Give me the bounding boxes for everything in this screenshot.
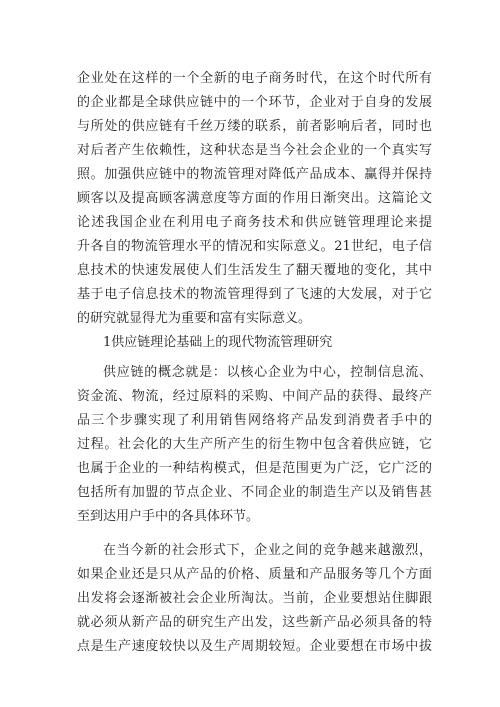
- text-line: 供应链的概念就是：以核心企业为中心，控制信息流、: [103, 365, 432, 380]
- text-line: 过程。社会化的大生产所产生的衍生物中包含着供应链，它: [77, 437, 432, 452]
- text-line: 也属于企业的一种结构模式，但是范围更为广泛，它广泛的: [77, 461, 432, 476]
- text-line: 的研究就显得尤为重要和富有实际意义。: [77, 311, 312, 326]
- text-line: 企业处在这样的一个全新的电子商务时代，在这个时代所有: [77, 71, 432, 86]
- text-line: 升各自的物流管理水平的情况和实际意义。21世纪，电子信: [77, 239, 432, 254]
- text-line: 出发将会逐渐被社会企业所淘汰。当前，企业要想站住脚跟: [77, 591, 432, 606]
- text-line: 论述我国企业在利用电子商务技术和供应链管理理论来提: [77, 215, 432, 230]
- text-line: 与所处的供应链有千丝万缕的联系，前者影响后者，同时也: [77, 119, 432, 134]
- text-line: 对后者产生依赖性，这种状态是当今社会企业的一个真实写: [77, 143, 432, 158]
- text-line: 顾客以及提高顾客满意度等方面的作用日渐突出。这篇论文: [77, 191, 432, 206]
- text-line: 点是生产速度较快以及生产周期较短。企业要想在市场中拔: [77, 639, 432, 654]
- text-line: 基于电子信息技术的物流管理得到了飞速的大发展，对于它: [77, 287, 432, 302]
- text-line: 品三个步骤实现了利用销售网络将产品发到消费者手中的: [77, 413, 432, 428]
- text-line: 包括所有加盟的节点企业、不同企业的制造生产以及销售甚: [77, 485, 432, 500]
- text-line: 就必须从新产品的研究生产出发，这些新产品必须具备的特: [77, 615, 432, 630]
- text-line: 息技术的快速发展使人们生活发生了翻天覆地的变化，其中: [77, 263, 432, 278]
- section-heading: 1供应链理论基础上的现代物流管理研究: [103, 335, 333, 350]
- text-line: 资金流、物流，经过原料的采购、中间产品的获得、最终产: [77, 389, 432, 404]
- text-line: 至到达用户手中的各具体环节。: [77, 509, 260, 524]
- text-line: 在当今新的社会形式下，企业之间的竞争越来越激烈，: [103, 543, 432, 558]
- text-line: 如果企业还是只从产品的价格、质量和产品服务等几个方面: [77, 567, 432, 582]
- text-line: 照。加强供应链中的物流管理对降低产品成本、赢得并保持: [77, 167, 432, 182]
- text-line: 的企业都是全球供应链中的一个环节，企业对于自身的发展: [77, 95, 432, 110]
